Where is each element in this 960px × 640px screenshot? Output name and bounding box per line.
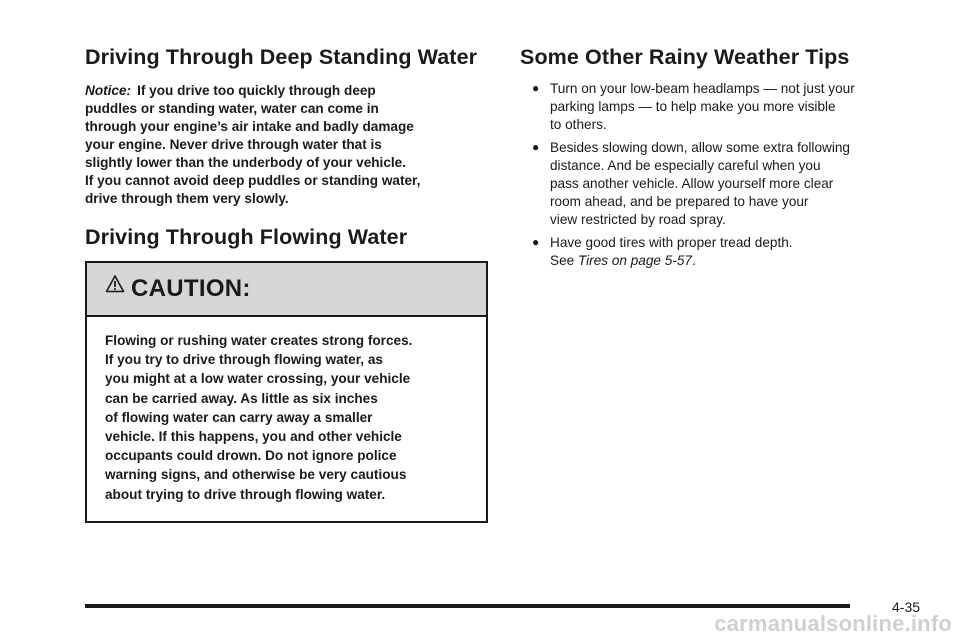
tip-line: parking lamps — to help make you more visible	[550, 99, 836, 114]
notice-line: slightly lower than the underbody of your vehicle.	[85, 155, 407, 170]
tip-line: distance. And be especially careful when you	[550, 158, 821, 173]
page-number: 4-35	[892, 599, 921, 615]
caution-body	[87, 317, 486, 521]
caution-line: about trying to drive through flowing water.	[105, 486, 386, 502]
caution-line: of flowing water can carry away a smaller	[105, 409, 373, 425]
warning-triangle-icon	[105, 274, 125, 298]
notice-line: your engine. Never drive through water that is	[85, 137, 382, 152]
watermark-logo: carmanualsonline.info	[714, 611, 952, 636]
list-item	[520, 80, 920, 134]
bullet-icon: ●	[532, 81, 540, 95]
caution-line: vehicle. If this happens, you and other vehicle	[105, 429, 402, 445]
section-title-flowing-water: Driving Through Flowing Water	[85, 225, 408, 249]
caution-line: you might at a low water crossing, your vehicle	[105, 371, 411, 387]
section-title-rainy-tips: Some Other Rainy Weather Tips	[520, 45, 850, 69]
caution-line: occupants could drown. Do not ignore police	[105, 448, 397, 464]
tips-list	[520, 80, 920, 270]
bullet-icon: ●	[532, 140, 540, 154]
caution-title: CAUTION:	[131, 275, 251, 302]
left-column	[85, 42, 490, 523]
notice-line: If you drive too quickly through deep	[137, 83, 376, 98]
tip-line: Besides slowing down, allow some extra following	[550, 140, 850, 155]
caution-line: can be carried away. As little as six inches	[105, 390, 378, 406]
notice-line: puddles or standing water, water can come in	[85, 101, 379, 116]
tip-line: Turn on your low-beam headlamps — not just your	[550, 81, 855, 96]
caution-header	[87, 263, 486, 317]
tip-line: pass another vehicle. Allow yourself more clear	[550, 176, 834, 191]
tip-line: Have good tires with proper tread depth.	[550, 235, 793, 250]
cross-reference-link[interactable]: Tires on page 5-57	[577, 253, 692, 268]
see-suffix: .	[691, 253, 696, 268]
notice-line: If you cannot avoid deep puddles or standing water,	[85, 173, 421, 188]
tip-line: room ahead, and be prepared to have your	[550, 194, 809, 209]
caution-line: Flowing or rushing water creates strong forces.	[105, 333, 413, 348]
section-title-deep-water: Driving Through Deep Standing Water	[85, 45, 478, 69]
caution-line: If you try to drive through flowing water, as	[105, 352, 383, 368]
caution-box	[85, 261, 488, 523]
tip-line: view restricted by road spray.	[550, 212, 726, 227]
see-prefix: See	[550, 253, 575, 268]
tip-line: to others.	[550, 117, 607, 132]
notice-paragraph	[85, 82, 490, 208]
bullet-icon: ●	[532, 235, 540, 249]
notice-label: Notice:	[85, 83, 132, 98]
notice-line: drive through them very slowly.	[85, 191, 289, 206]
notice-line: through your engine’s air intake and badly damage	[85, 119, 414, 134]
list-item	[520, 234, 920, 270]
footer-rule	[85, 604, 850, 608]
right-column	[520, 42, 920, 275]
caution-line: warning signs, and otherwise be very cautious	[105, 467, 407, 483]
list-item	[520, 139, 920, 229]
